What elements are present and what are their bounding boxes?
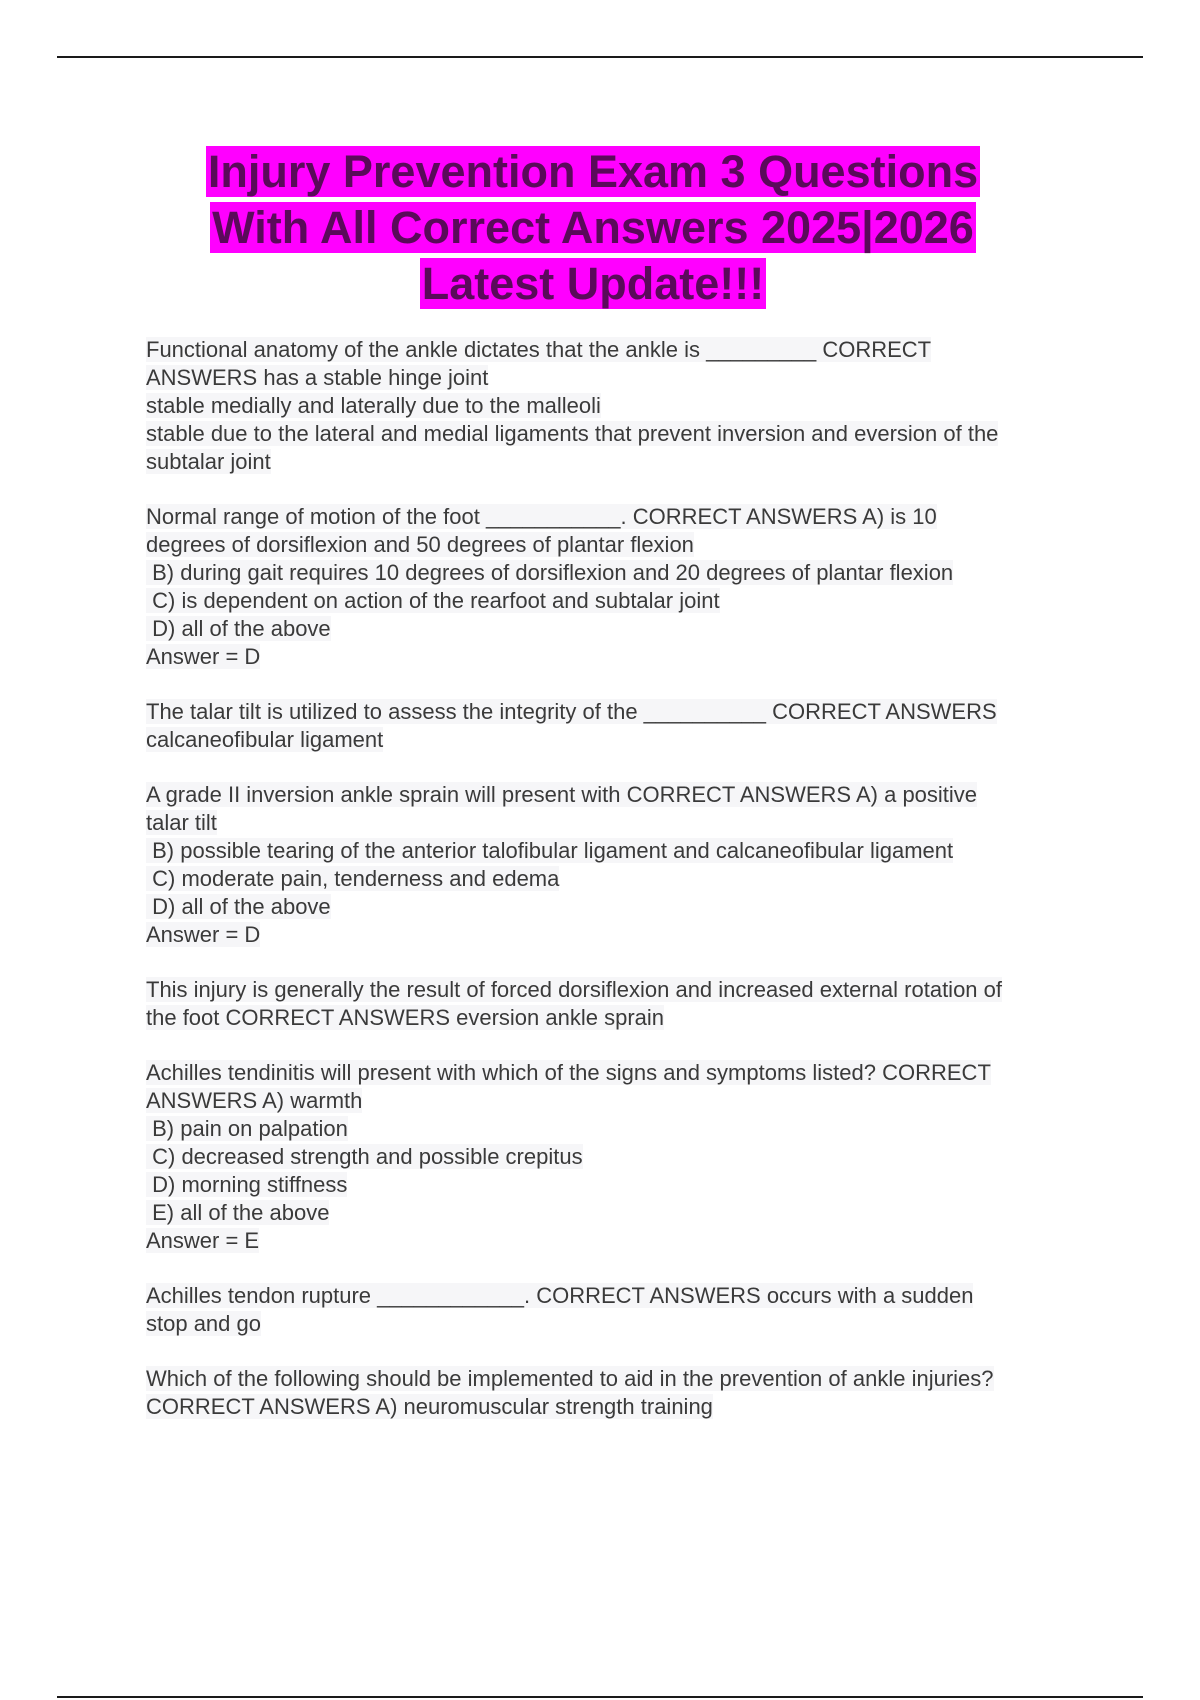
bottom-rule (57, 1696, 1143, 1698)
qa-line: C) decreased strength and possible crepitus (146, 1144, 583, 1169)
title-line: Latest Update!!! (421, 258, 765, 309)
qa-line: B) pain on palpation (146, 1116, 348, 1141)
qa-line: D) morning stiffness (146, 1172, 348, 1197)
qa-line: the foot CORRECT ANSWERS eversion ankle sprain (146, 1005, 665, 1030)
title-line: Injury Prevention Exam 3 Questions (207, 146, 979, 197)
qa-line: E) all of the above (146, 1200, 330, 1225)
qa-line: Which of the following should be implemented to aid in the prevention of ankle injuries? (146, 1366, 994, 1391)
qa-line: This injury is generally the result of forced dorsiflexion and increased external rotation of (146, 977, 1003, 1002)
qa-line: degrees of dorsiflexion and 50 degrees of plantar flexion (146, 532, 694, 557)
qa-line: D) all of the above (146, 616, 331, 641)
qa-line: subtalar joint (146, 449, 271, 474)
qa-line: Answer = D (146, 644, 261, 669)
qa-line: stable medially and laterally due to the malleoli (146, 393, 601, 418)
qa-line: Achilles tendon rupture ____________. CORRECT ANSWERS occurs with a sudden (146, 1283, 974, 1308)
top-rule (57, 56, 1143, 58)
qa-line: Functional anatomy of the ankle dictates that the ankle is _________ CORRECT (146, 337, 932, 362)
qa-line: CORRECT ANSWERS A) neuromuscular strength training (146, 1394, 713, 1419)
qa-block (146, 336, 1096, 476)
qa-line: B) during gait requires 10 degrees of dorsiflexion and 20 degrees of plantar flexion (146, 560, 954, 585)
qa-line: Achilles tendinitis will present with which of the signs and symptoms listed? CORRECT (146, 1060, 991, 1085)
qa-line: ANSWERS has a stable hinge joint (146, 365, 489, 390)
qa-block (146, 976, 1096, 1032)
qa-line: Normal range of motion of the foot ___________. CORRECT ANSWERS A) is 10 (146, 504, 937, 529)
qa-line: calcaneofibular ligament (146, 727, 384, 752)
qa-block (146, 1282, 1096, 1338)
qa-line: stop and go (146, 1311, 261, 1336)
qa-line: A grade II inversion ankle sprain will present with CORRECT ANSWERS A) a positive (146, 782, 978, 807)
qa-line: C) is dependent on action of the rearfoot and subtalar joint (146, 588, 720, 613)
qa-line: B) possible tearing of the anterior talofibular ligament and calcaneofibular ligament (146, 838, 954, 863)
qa-block (146, 1365, 1096, 1421)
document-title (120, 144, 1066, 312)
qa-line: D) all of the above (146, 894, 331, 919)
qa-line: talar tilt (146, 810, 217, 835)
qa-block (146, 503, 1096, 671)
qa-line: stable due to the lateral and medial ligaments that prevent inversion and eversion of the (146, 421, 999, 446)
qa-block (146, 1059, 1096, 1255)
qa-block (146, 781, 1096, 949)
question-list (146, 336, 1096, 1448)
qa-line: Answer = E (146, 1228, 260, 1253)
qa-line: C) moderate pain, tenderness and edema (146, 866, 560, 891)
qa-block (146, 698, 1096, 754)
qa-line: ANSWERS A) warmth (146, 1088, 363, 1113)
title-line: With All Correct Answers 2025|2026 (212, 202, 974, 253)
qa-line: The talar tilt is utilized to assess the integrity of the __________ CORRECT ANSWERS (146, 699, 997, 724)
qa-line: Answer = D (146, 922, 261, 947)
